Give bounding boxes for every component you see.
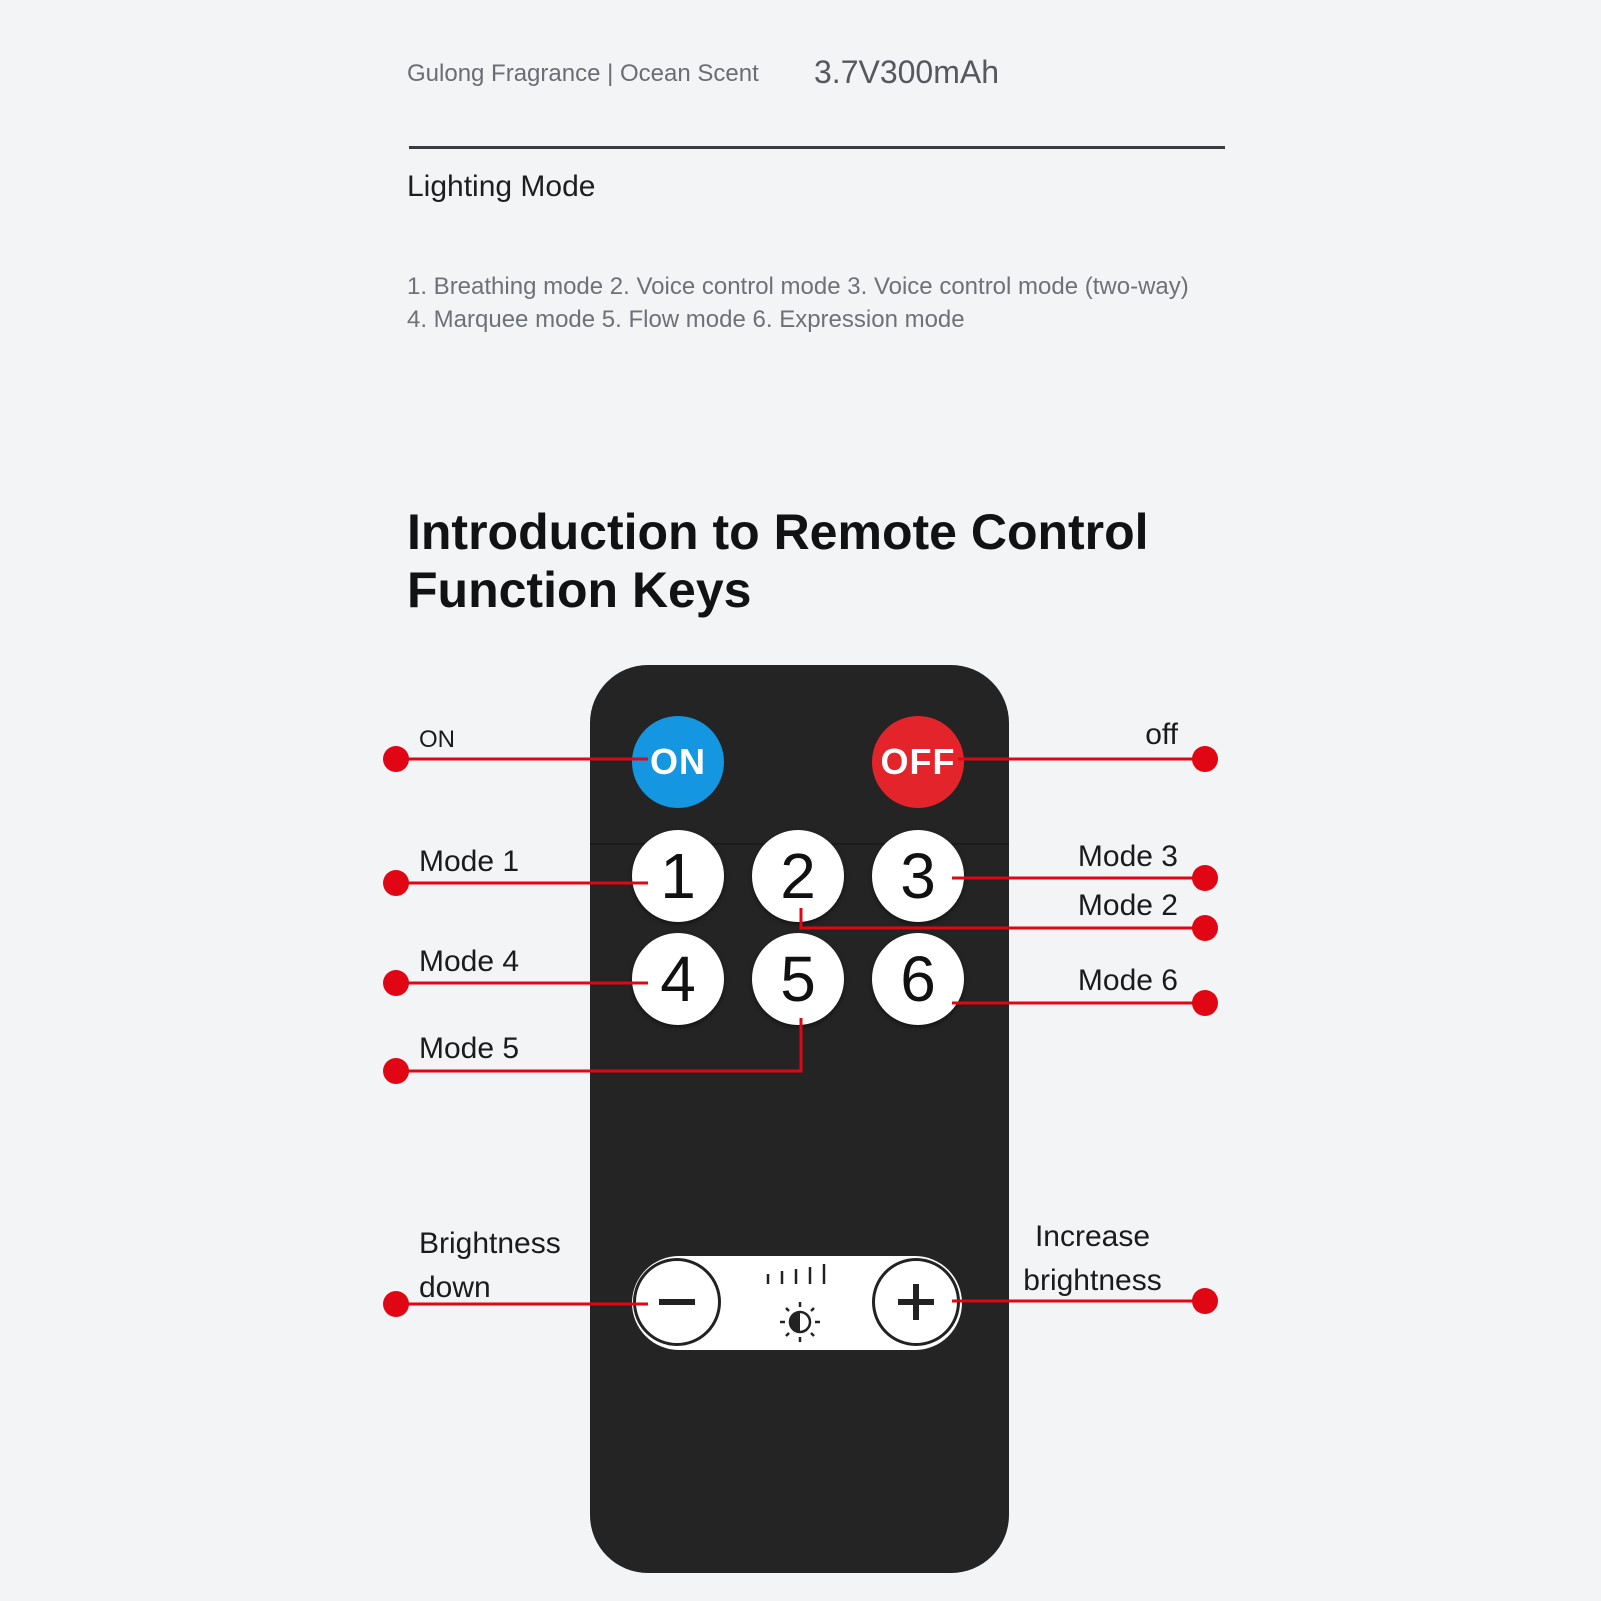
key-4[interactable]: 4 — [632, 933, 724, 1025]
remote-intro-heading-line-2: Function Keys — [407, 562, 752, 618]
key-3[interactable]: 3 — [872, 830, 964, 922]
callout-label-mode4: Mode 4 — [419, 945, 520, 978]
callout-dot-off — [1192, 746, 1218, 772]
key-1[interactable]: 1 — [632, 830, 724, 922]
callout-dot-mode5 — [383, 1058, 409, 1084]
callout-dot-mode2 — [1192, 915, 1218, 941]
callout-label-mode2: Mode 2 — [1077, 889, 1178, 922]
key-2[interactable]: 2 — [752, 830, 844, 922]
remote-intro-heading-line-1: Introduction to Remote Control — [407, 504, 1149, 560]
callout-label-mode1: Mode 1 — [419, 845, 520, 878]
callout-label-brightness-up-line-1: Increase — [1034, 1220, 1151, 1253]
callout-label-on: ON — [419, 726, 455, 753]
callout-dot-mode4 — [383, 970, 409, 996]
lighting-mode-list-line-2: 4. Marquee mode 5. Flow mode 6. Expression mode — [407, 306, 965, 333]
callout-label-mode3: Mode 3 — [1077, 840, 1178, 873]
callout-dot-brightness-down — [383, 1291, 409, 1317]
off-key[interactable]: OFF — [872, 716, 964, 808]
key-5[interactable]: 5 — [752, 933, 844, 1025]
callout-label-brightness-down-line-2: down — [419, 1271, 491, 1304]
battery-spec: 3.7V300mAh — [814, 54, 1000, 90]
callout-label-brightness-up — [1000, 1215, 1185, 1303]
key-6[interactable]: 6 — [872, 933, 964, 1025]
callout-label-brightness-down — [419, 1222, 561, 1310]
callout-dot-mode3 — [1192, 865, 1218, 891]
callout-label-brightness-up-line-2: brightness — [1023, 1264, 1162, 1297]
callout-label-mode6: Mode 6 — [1077, 964, 1178, 997]
callout-label-mode5: Mode 5 — [419, 1032, 520, 1065]
callout-label-off: off — [1145, 718, 1178, 751]
callout-dot-mode6 — [1192, 990, 1218, 1016]
product-name: Gulong Fragrance | Ocean Scent — [407, 60, 759, 87]
lighting-mode-title: Lighting Mode — [407, 170, 596, 203]
callout-dot-on — [383, 746, 409, 772]
lighting-mode-list-line-1: 1. Breathing mode 2. Voice control mode 3. Voice control mode (two-way) — [407, 273, 1189, 300]
callout-dot-brightness-up — [1192, 1288, 1218, 1314]
callout-label-brightness-down-line-1: Brightness — [419, 1227, 561, 1260]
callout-dot-mode1 — [383, 870, 409, 896]
on-key[interactable]: ON — [632, 716, 724, 808]
